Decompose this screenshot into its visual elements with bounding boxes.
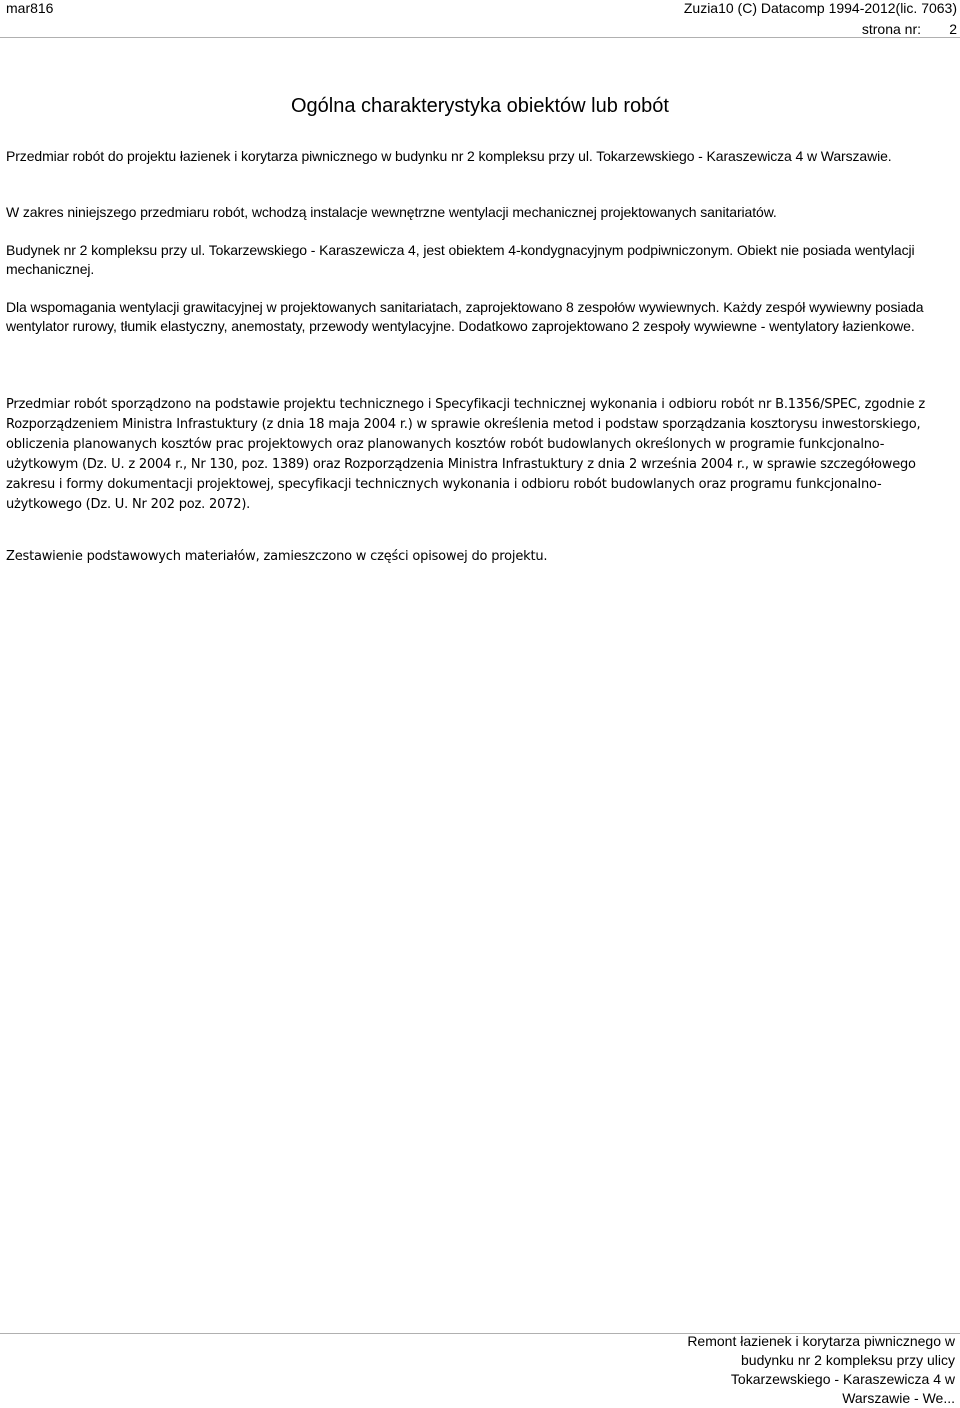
header-divider bbox=[0, 37, 960, 38]
paragraph-building: Budynek nr 2 kompleksu przy ul. Tokarzewskiego - Karaszewicza 4, jest obiektem 4-kondygnacyjnym podpiwniczonym. Obiekt nie posiada wentylacji mechanicznej. bbox=[6, 242, 915, 277]
page-number-line bbox=[684, 21, 957, 37]
page-number-label: strona nr: bbox=[861, 21, 921, 37]
page-title: Ogólna charakterystyka obiektów lub robót bbox=[291, 95, 669, 117]
footer-line: Tokarzewskiego - Karaszewicza 4 w bbox=[730, 1371, 955, 1387]
paragraph-ventilation: Dla wspomagania wentylacji grawitacyjnej w projektowanych sanitariatach, zaprojektowano 8 zespołów wywiewnych. Każdy zespół wywiewny posiada wentylator rurowy, tłumik elastyczny, anemostaty, przewody wentylacyjne. Dodatkowo zaprojektowano 2 zespoły wywiewne - wentylatory łazienkowe. bbox=[6, 299, 924, 334]
footer-line: Remont łazienek i korytarza piwnicznego w bbox=[687, 1333, 955, 1349]
footer-project-name bbox=[655, 1332, 955, 1408]
software-license: Zuzia10 (C) Datacomp 1994-2012(lic. 7063) bbox=[683, 0, 957, 16]
paragraph-range: W zakres niniejszego przedmiaru robót, wchodzą instalacje wewnętrzne wentylacji mechanicznej projektowanych sanitariatów. bbox=[6, 204, 777, 220]
page-number-value: 2 bbox=[949, 21, 957, 37]
paragraph-scope: Przedmiar robót do projektu łazienek i korytarza piwnicznego w budynku nr 2 kompleksu przy ul. Tokarzewskiego - Karaszewicza 4 w Warszawie. bbox=[6, 148, 892, 164]
paragraph-basis: Przedmiar robót sporządzono na podstawie projektu technicznego i Specyfikacji technicznej wykonania i odbioru robót nr B.1356/SPEC, zgodnie z Rozporządzeniem Ministra Infrastuktury (z dnia 18 maja 2004 r.) w sprawie określenia metod i podstaw sporządzania kosztorysu inwestorskiego, obliczenia planowanych kosztów prac projektowych oraz planowanych kosztów robót budowlanych określonych w programie funkcjonalno-użytkowym (Dz. U. z 2004 r., Nr 130, poz. 1389) oraz Rozporządzenia Ministra Infrastuktury z dnia 2 września 2004 r., w sprawie szczegółowego zakresu i formy dokumentacji projektowej, specyfikacji technicznych wykonania i odbioru robót budowlanych oraz programu funkcjonalno-użytkowego (Dz. U. Nr 202 poz. 2072). bbox=[6, 397, 925, 512]
footer-line: Warszawie - We... bbox=[842, 1390, 955, 1406]
paragraph-materials: Zestawienie podstawowych materiałów, zamieszczono w części opisowej do projektu. bbox=[6, 549, 548, 564]
footer-line: budynku nr 2 kompleksu przy ulicy bbox=[741, 1352, 955, 1368]
document-code: mar816 bbox=[6, 0, 54, 16]
page-header-info bbox=[684, 0, 957, 37]
